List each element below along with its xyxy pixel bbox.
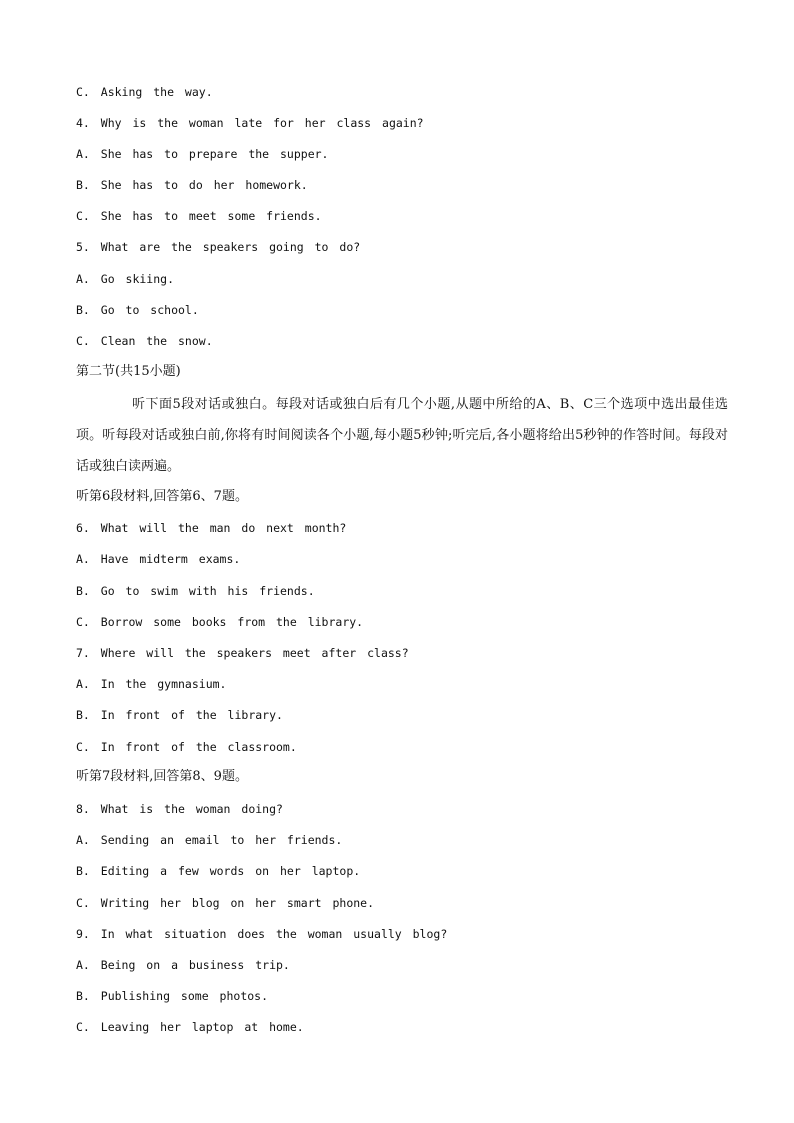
option-5b: B. Go to school. bbox=[76, 303, 199, 317]
question-9: 9. In what situation does the woman usually blog? bbox=[76, 927, 448, 941]
option-4c: C. She has to meet some friends. bbox=[76, 209, 322, 223]
option-9a: A. Being on a business trip. bbox=[76, 958, 290, 972]
option-4a: A. She has to prepare the supper. bbox=[76, 147, 329, 161]
option-7a: A. In the gymnasium. bbox=[76, 677, 227, 691]
option-7b: B. In front of the library. bbox=[76, 708, 283, 722]
option-8a: A. Sending an email to her friends. bbox=[76, 833, 343, 847]
option-9c: C. Leaving her laptop at home. bbox=[76, 1020, 304, 1034]
question-6: 6. What will the man do next month? bbox=[76, 521, 347, 535]
option-8b: B. Editing a few words on her laptop. bbox=[76, 864, 361, 878]
material-6-heading: 听第6段材料,回答第6、7题。 bbox=[76, 489, 248, 504]
question-5: 5. What are the speakers going to do? bbox=[76, 240, 361, 254]
option-6b: B. Go to swim with his friends. bbox=[76, 584, 315, 598]
option-5a: A. Go skiing. bbox=[76, 272, 175, 286]
question-4: 4. Why is the woman late for her class again? bbox=[76, 116, 424, 130]
option-8c: C. Writing her blog on her smart phone. bbox=[76, 896, 375, 910]
material-7-heading: 听第7段材料,回答第8、9题。 bbox=[76, 769, 248, 784]
question-8: 8. What is the woman doing? bbox=[76, 802, 283, 816]
option-3c: C. Asking the way. bbox=[76, 85, 213, 99]
option-7c: C. In front of the classroom. bbox=[76, 740, 297, 754]
question-7: 7. Where will the speakers meet after class? bbox=[76, 646, 409, 660]
option-5c: C. Clean the snow. bbox=[76, 334, 213, 348]
instructions-paragraph: 听下面5段对话或独白。每段对话或独白后有几个小题,从题中所给的A、B、C三个选项中选出最佳选项。听每段对话或独白前,你将有时间阅读各个小题,每小题5秒钟;听完后,各小题将给出5秒钟的作答时间。每段对话或独白读两遍。 bbox=[76, 397, 728, 474]
option-6c: C. Borrow some books from the library. bbox=[76, 615, 364, 629]
option-9b: B. Publishing some photos. bbox=[76, 989, 269, 1003]
section-heading: 第二节(共15小题) bbox=[76, 364, 181, 379]
option-6a: A. Have midterm exams. bbox=[76, 552, 241, 566]
option-4b: B. She has to do her homework. bbox=[76, 178, 308, 192]
